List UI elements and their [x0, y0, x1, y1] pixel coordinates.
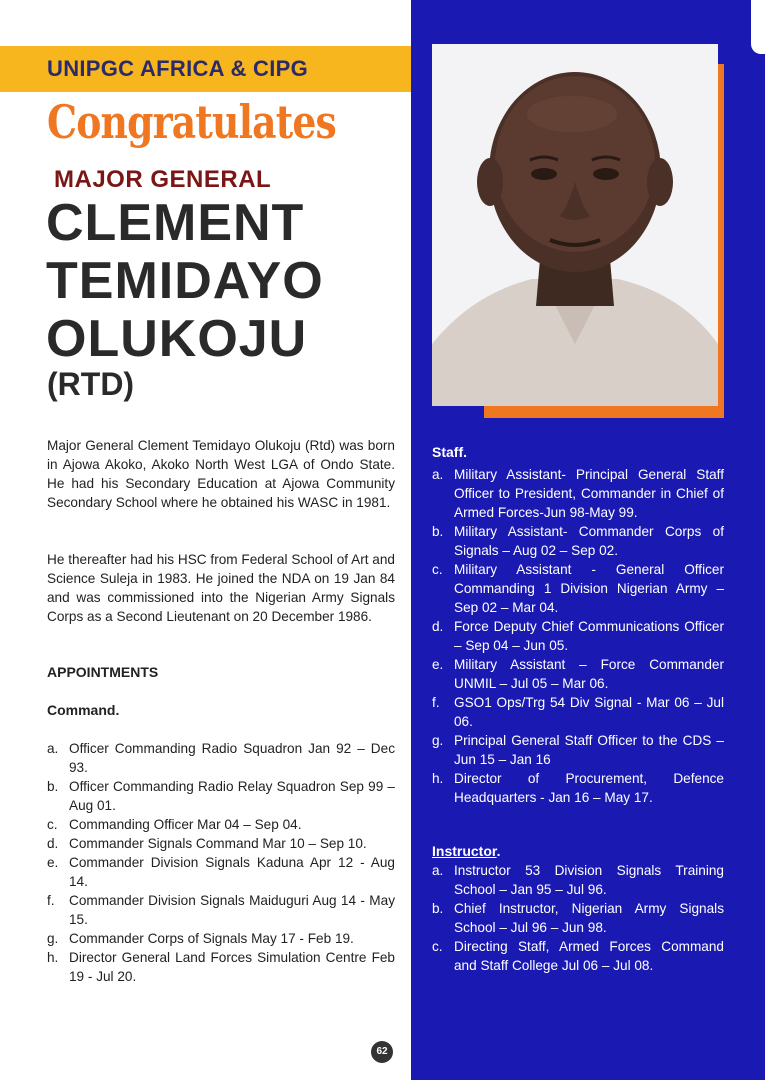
- list-item: a. Military Assistant- Principal General Staff Officer to President, Commander in Chief of Armed Forces-Jun 98-May 99.: [432, 467, 724, 520]
- organization-title: UNIPGC AFRICA & CIPG: [47, 56, 309, 81]
- list-item: d. Commander Signals Command Mar 10 – Sep 10.: [47, 836, 367, 851]
- list-item: f. GSO1 Ops/Trg 54 Div Signal - Mar 06 – Jul 06.: [432, 695, 724, 729]
- name-last: OLUKOJU: [46, 310, 308, 368]
- list-item: c. Commanding Officer Mar 04 – Sep 04.: [47, 817, 302, 832]
- list-item: c. Military Assistant - General Officer Commanding 1 Division Nigerian Army – Sep 02 – Mar 04.: [432, 562, 724, 615]
- honoree-name: [46, 194, 324, 368]
- list-item: a. Officer Commanding Radio Squadron Jan 92 – Dec 93.: [47, 741, 395, 775]
- list-item: e. Commander Division Signals Kaduna Apr 12 - Aug 14.: [47, 855, 395, 889]
- appointments-heading: APPOINTMENTS: [47, 664, 159, 680]
- portrait-illustration: [432, 44, 718, 406]
- list-item: a. Instructor 53 Division Signals Training School – Jan 95 – Jul 96.: [432, 863, 724, 897]
- list-item: b. Officer Commanding Radio Relay Squadron Sep 99 – Aug 01.: [47, 779, 395, 813]
- command-list: [47, 739, 395, 986]
- instructor-heading: Instructor.: [432, 843, 501, 859]
- list-item: c. Directing Staff, Armed Forces Command and Staff College Jul 06 – Jul 08.: [432, 939, 724, 973]
- retired-suffix: (RTD): [47, 366, 135, 402]
- list-item: b. Military Assistant- Commander Corps of Signals – Aug 02 – Sep 02.: [432, 524, 724, 558]
- rank-title: MAJOR GENERAL: [54, 166, 272, 193]
- staff-list: [432, 465, 724, 807]
- list-item: g. Principal General Staff Officer to the CDS – Jun 15 – Jan 16: [432, 733, 724, 767]
- list-item: h. Director General Land Forces Simulation Centre Feb 19 - Jul 20.: [47, 950, 395, 984]
- staff-heading: Staff.: [432, 444, 467, 460]
- name-middle: TEMIDAYO: [46, 252, 324, 310]
- list-item: h. Director of Procurement, Defence Headquarters - Jan 16 – May 17.: [432, 771, 724, 805]
- list-item: d. Force Deputy Chief Communications Officer – Sep 04 – Jun 05.: [432, 619, 724, 653]
- page-number-badge: 62: [371, 1041, 393, 1063]
- list-item: b. Chief Instructor, Nigerian Army Signals School – Jul 96 – Jun 98.: [432, 901, 724, 935]
- bio-paragraph-2: He thereafter had his HSC from Federal School of Art and Science Suleja in 1983. He joined the NDA on 19 Jan 84 and was commissioned into the Nigerian Army Signals Corps as a Second Lieutenant on 20 December 1986.: [47, 552, 395, 624]
- congratulates-heading: Congratulates: [47, 95, 336, 149]
- name-first: CLEMENT: [46, 194, 305, 252]
- portrait-photo: [432, 44, 718, 406]
- command-heading: Command.: [47, 702, 120, 718]
- instructor-list: [432, 861, 724, 975]
- list-item: e. Military Assistant – Force Commander UNMIL – Jul 05 – Mar 06.: [432, 657, 724, 691]
- list-item: g. Commander Corps of Signals May 17 - Feb 19.: [47, 931, 354, 946]
- page-tab-marker: [751, 0, 765, 54]
- bio-paragraph-1: Major General Clement Temidayo Olukoju (Rtd) was born in Ajowa Akoko, Akoko North West LGA of Ondo State. He had his Secondary Education at Ajowa Community Secondary School where he obtained his WASC in 1981.: [47, 438, 395, 510]
- list-item: f. Commander Division Signals Maiduguri Aug 14 - May 15.: [47, 893, 395, 927]
